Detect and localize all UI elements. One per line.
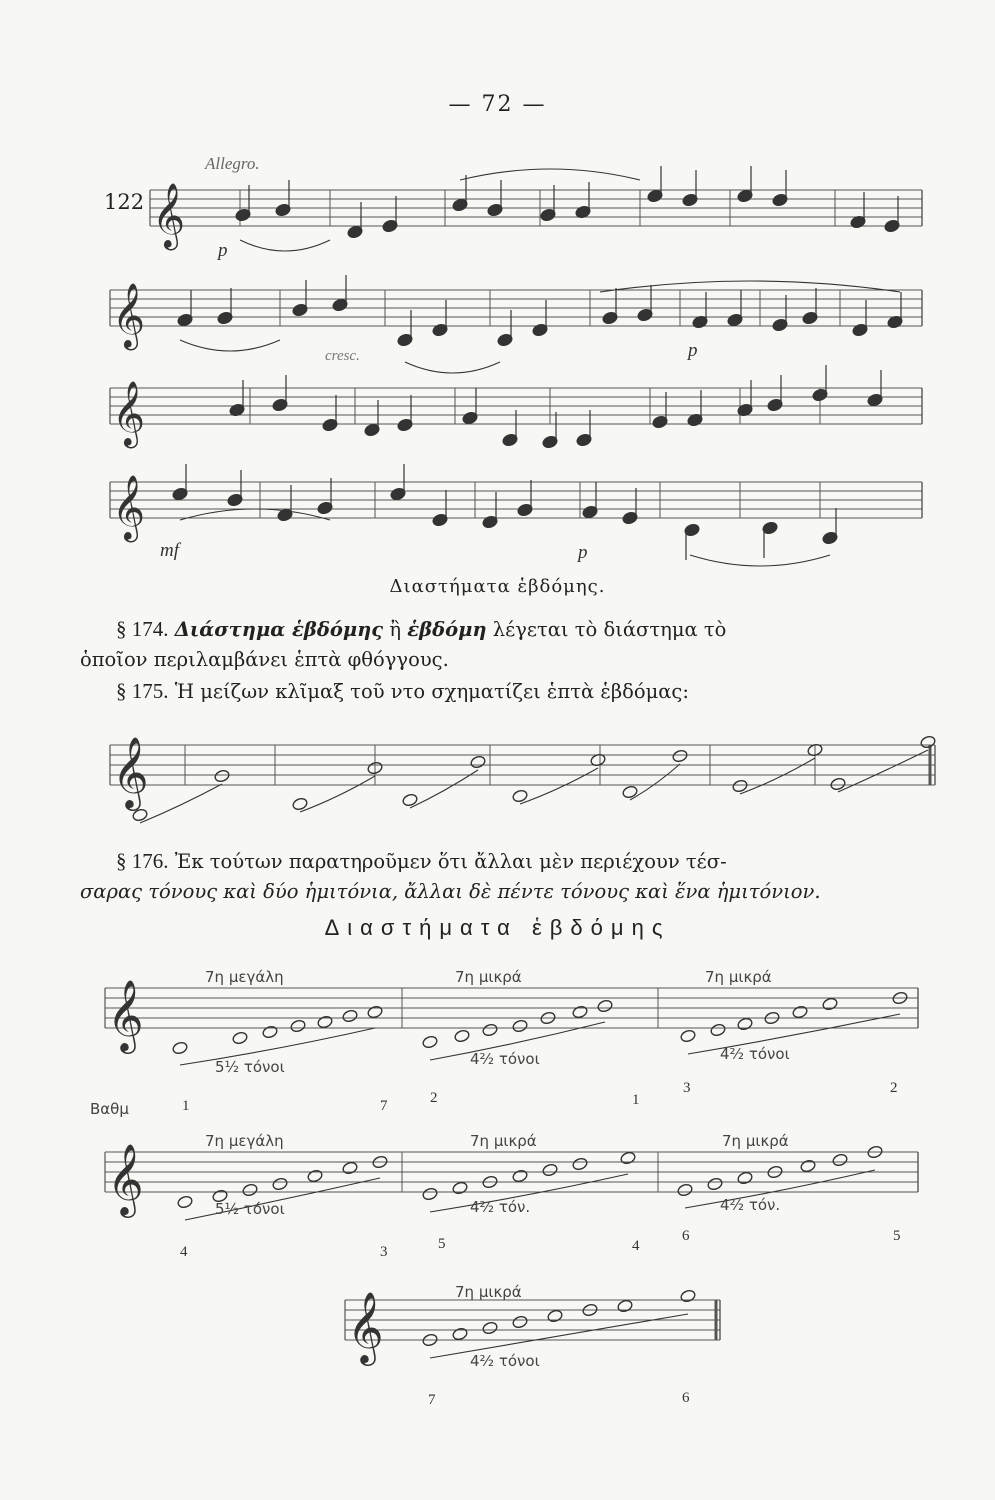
note-head [572, 1005, 589, 1019]
slur [430, 1314, 688, 1358]
note-head [454, 1029, 471, 1043]
tones-label: 5½ τόνοι [215, 1200, 285, 1218]
note-head [680, 1029, 697, 1043]
note-head [307, 1169, 324, 1183]
paragraph-174 [80, 614, 936, 675]
note-head [547, 1309, 564, 1323]
degree-number: 7 [428, 1392, 436, 1408]
interval-label: 7η μεγάλη [205, 1132, 284, 1150]
note-head [262, 1025, 279, 1039]
degree-number: 4 [632, 1238, 640, 1254]
degree-number: 5 [893, 1228, 901, 1244]
note-head [272, 1177, 289, 1191]
interval-label: 7η μικρά [722, 1132, 789, 1150]
note-head [512, 789, 529, 803]
text: Ἐκ τούτων παρατηροῦμεν ὅτι ἄλλαι μὲν περιέχουν τέσ- [174, 850, 727, 873]
treble-clef-icon: 𝄞 [152, 183, 185, 248]
dynamic-mf: mf [160, 540, 179, 561]
dynamic-p: p [688, 340, 698, 361]
note-head [482, 1321, 499, 1335]
dynamic-p: p [218, 240, 228, 261]
degree-number: 6 [682, 1228, 690, 1244]
note-head [214, 769, 231, 783]
slur [690, 555, 830, 566]
interval-label: 7η μικρά [455, 1283, 522, 1301]
degree-number: 6 [682, 1390, 690, 1406]
tones-label: 4²⁄₂ τόνοι [470, 1050, 540, 1068]
text: σαρας τόνους καὶ δύο ἡμιτόνια, ἄλλαι δὲ πέντε τόνους καὶ ἕνα ἡμιτόνιον. [80, 880, 821, 903]
treble-clef-icon: 𝄞 [107, 1142, 144, 1215]
staff-line-1 [150, 183, 922, 250]
note-head [707, 1177, 724, 1191]
note-head [232, 1031, 249, 1045]
treble-clef-icon: 𝄞 [347, 1290, 384, 1363]
section-heading: Διαστήματα ἑβδόμης. [389, 576, 606, 597]
section-number: § 175. [116, 679, 169, 703]
interval-label: 7η μικρά [470, 1132, 537, 1150]
note-head [242, 1183, 259, 1197]
note-head [452, 1181, 469, 1195]
treble-clef-icon: 𝄞 [112, 283, 145, 348]
slur [630, 764, 680, 800]
note-head [800, 1159, 817, 1173]
slur [460, 169, 640, 180]
treble-clef-icon: 𝄞 [112, 475, 145, 540]
staff-line-4 [110, 475, 922, 542]
note-head [512, 1169, 529, 1183]
text: λέγεται τὸ διάστημα τὸ [492, 618, 727, 641]
section-number: § 176. [116, 849, 169, 873]
note-head [132, 808, 149, 822]
tones-label: 4²⁄₂ τόνοι [470, 1352, 540, 1370]
degree-caption: Βαθμ [90, 1100, 129, 1118]
note-head [290, 1019, 307, 1033]
slur [240, 240, 330, 251]
interval-label: 7η μικρά [705, 968, 772, 986]
interval-label: 7η μεγάλη [205, 968, 284, 986]
note-head [572, 1157, 589, 1171]
slur [405, 362, 500, 373]
conjunction: ἢ [389, 618, 402, 641]
note-head [512, 1315, 529, 1329]
slur [838, 750, 928, 792]
note-head [177, 1195, 194, 1209]
note-head [710, 1023, 727, 1037]
degree-number: 3 [380, 1244, 388, 1260]
term: Διάστημα ἑβδόμης [174, 618, 384, 641]
degree-number: 1 [182, 1098, 190, 1114]
degree-number: 1 [632, 1092, 640, 1108]
note-head [542, 1163, 559, 1177]
note-head [620, 1151, 637, 1165]
note-head [617, 1299, 634, 1313]
interval-label: 7η μικρά [455, 968, 522, 986]
note-head [422, 1035, 439, 1049]
degree-number: 4 [180, 1244, 188, 1260]
paragraph-176 [80, 846, 936, 907]
note-head [920, 735, 937, 749]
example-number: 122 [104, 190, 145, 214]
text: Ἡ μείζων κλῖμαξ τοῦ ντο σχηματίζει ἑπτὰ ἑβδόμας: [174, 680, 689, 703]
note-head [470, 755, 487, 769]
tempo-marking: Allegro. [205, 154, 260, 173]
slur [140, 784, 222, 823]
slur [520, 768, 598, 804]
note-head [822, 997, 839, 1011]
text: ὁποῖον περιλαμβάνει ἑπτὰ φθόγγους. [80, 648, 449, 671]
note-head [792, 1005, 809, 1019]
degree-number: 2 [890, 1080, 898, 1096]
note-head [452, 1327, 469, 1341]
note-head [342, 1009, 359, 1023]
tones-label: 4²⁄₂ τόνοι [720, 1045, 790, 1063]
tones-label: 4²⁄₂ τόν. [720, 1196, 781, 1214]
note-head [292, 797, 309, 811]
note-head [512, 1019, 529, 1033]
degree-number: 7 [380, 1098, 388, 1114]
tones-label: 4²⁄₂ τόν. [470, 1198, 531, 1216]
dynamic-p: p [578, 542, 588, 563]
degree-number: 3 [683, 1080, 691, 1096]
note-head [597, 999, 614, 1013]
slur [180, 340, 280, 351]
note-head [677, 1183, 694, 1197]
term: ἑβδόμη [407, 618, 487, 641]
paragraph-175 [116, 676, 936, 707]
note-head [680, 1289, 697, 1303]
treble-clef-icon: 𝄞 [112, 735, 149, 808]
note-head [317, 1015, 334, 1029]
degree-number: 2 [430, 1090, 438, 1106]
note-head [737, 1017, 754, 1031]
tones-label: 5½ τόνοι [215, 1058, 285, 1076]
slur [300, 776, 375, 812]
note-head [672, 749, 689, 763]
note-head [367, 1005, 384, 1019]
note-head [832, 1153, 849, 1167]
staff-intervals-1 [105, 978, 918, 1054]
degree-number: 5 [438, 1236, 446, 1252]
treble-clef-icon: 𝄞 [107, 978, 144, 1051]
note-head [732, 779, 749, 793]
note-head [342, 1161, 359, 1175]
intervals-title: Διαστήματα ἑβδόμης [324, 915, 671, 940]
slur [740, 758, 815, 794]
note-head [482, 1023, 499, 1037]
slur [410, 770, 478, 808]
section-number: § 174. [116, 617, 169, 641]
dynamic-cresc: cresc. [325, 348, 360, 364]
note-head [737, 1171, 754, 1185]
treble-clef-icon: 𝄞 [112, 381, 145, 446]
note-head [172, 1041, 189, 1055]
page-number: — 72 — [448, 92, 547, 117]
note-head [422, 1187, 439, 1201]
